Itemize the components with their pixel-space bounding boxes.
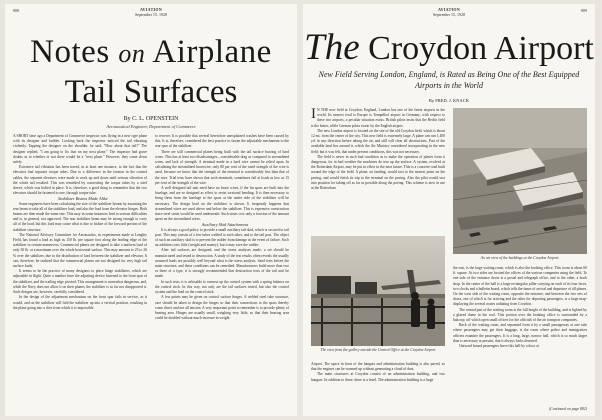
title-word: Airplane: [152, 34, 272, 70]
text-column-1-continued: [311, 362, 445, 414]
byline: By FRED. J. KNACK: [428, 98, 470, 103]
paragraph: There are still commercial planes being built with the tail surface bracing of hard wires. This has at least two disadvantages—considerable drag as compared to streamlined wires, and lack of strength. A terminal made in a hard wire cannot be relied upon. In calculating the streamlined bracewire, only 80 per cent of the rated strength of the wire is used, because we know that the strength of the terminal is considerably less than that of the wire. Trial tests have shown that such terminals, sometimes fail at loads as low as 15 per cent of the strength of the wire.: [155, 149, 289, 185]
continued-note: (Continued on page 882): [548, 407, 587, 411]
title-word: Notes: [30, 34, 110, 70]
photo-caption: An air view of the buildings at the Croydon Airport.: [480, 256, 560, 260]
paragraph: N THE new field at Croydon, England, London has one of the finest airports in the world. Its nearest rival is Europe is Tempelhof airport in Germany, with respect to these two airports, a peculiar situation exists. British pilots insist that the Berlin field is the better, while German pilots swear by the English airport.: [311, 108, 445, 128]
paragraph: Outward bound passengers leave this hall by a door at: [459, 344, 539, 349]
paragraph: Back of the waiting room, and separated from it by a small passageway at one side where passengers may get their baggage, is the room where police and immigration officers examine the passengers. It is a long, large, narrow hall, which is so much larger than is necessary at present, that it always looks deserted.: [453, 323, 587, 343]
paragraph: It seems to be the practice of many designers to place hinge stabilizers, which are adjustable in flight. Quite a number have the adjusting device fastened to the front spar of the stabilizer, and the trailing edge pivoted. This arrangement is somewhat dangerous, and, while the Navy does not allow it on their planes, the stabilizer is so far not disapproved it. Such designs are, however, carefully considered.: [13, 269, 147, 295]
issue-date: September 15, 1928: [134, 11, 168, 17]
title-word: The: [304, 27, 360, 68]
paragraph: After tail surfaces are designed, and the stress analyses made, a set should be manufactured and tested to destruction. A study of the test results often reveals the usually assumed loads are possibly well beyond what is the stress analysis. Sand tests before the main structure, and these conditions can be remedied. Manufacturers build more than two or three of a type, it is strongly recommended that destruction tests of the tail unit be made.: [155, 248, 289, 279]
section-heading: Stabilizer Beams Made Alike: [58, 196, 108, 202]
photo-caption: The view from the gallery outside the Control Office at the Croydon Airport: [320, 348, 436, 352]
right-page: [303, 4, 595, 416]
paragraph: The National Advisory Committee for Aeronautics, in experiments made at Langley Field, has found a load as high as 150 lb. per square foot along the leading edge of the stabilizer in certain maneuvers. Commercial planes are designed to take a uniform load of only 30 lb. at a maximum over the whole horizontal surface. This may amount to 25 to 26 % over the stabilizer, due to the distribution of load between the stabilizer and elevator. It can, therefore, be realized that the commercial planes are not designed for very high tail surface loads.: [13, 232, 147, 269]
paragraph: The new London airport is located on the site of the old Croydon field, which is about 12 mi. from the center of the city. This new field is extremely large. A plane can run 1,400 yd. in any direction before taking the air, and still will clear all obstructions. Part of the available land lies around it, which the Air Ministry considered incorporating in the new field; but it was felt, that under present conditions, this was not necessary.: [311, 128, 445, 154]
paragraph: to recover. It is possible that several heretofore unexplained crashes have been caused by this. It is, therefore, considered the best practice to fasten the adjustable mechanism to the rear spar of the stabilizer.: [155, 134, 289, 149]
paragraph: A few points may be given on control surface hinges. A welded steel tube structure, care should be taken to design the hinges so that their connections to the spars thereby come direct and not all tension. A very important point to remember is to provide plenty of bearing area. Hinges are usually small, weighing very little, so that their bearing area could be doubled without much increase in weight.: [155, 295, 289, 321]
section-heading: Auxiliary Skid Attachments: [201, 222, 249, 228]
text-column-1: [13, 134, 147, 412]
article-title-line1: [5, 34, 297, 71]
left-page: [5, 4, 297, 416]
paragraph: Airport. The space in front of the hangars and administration building is also paved, so that the engines can be warmed up without generating a cloud of dust.: [311, 362, 445, 372]
text-column-2: [453, 266, 587, 406]
paragraph: A SHORT time ago a Department of Commerce inspector was flying in a new type plane with its designer and builder. Looking back the inspector noticed the tail vibrating violently. Tapping the designer on the shoulder, he said, "How about that tail?" The designer replied, "I am going to fix that on my next plane." The inspector had grave doubts as to whether or not there would be a "next plane." However, they came down safely.: [13, 134, 147, 165]
paragraph: It is always a good policy to provide a small auxiliary tail skid, which is secured to tail post. This may consist of a few tubes welded to each other, and to the tail post. The object of such an auxiliary skid is to prevent the rudder from damage in the event of failure. Such an addition costs little (weight and money), but it may save the rudder.: [155, 227, 289, 248]
aerial-view-photo: [453, 108, 587, 254]
paragraph: The field is never in such bad condition as to make the operation of planes from it dangerous, for in bad weather the machines do tear up the surface. A system, evolved at the Rotterdam Airport, may be put in effect in the near future. This is a concrete road built around the edge of the field. A plane, on landing, would taxi to the nearest point on the paving, and would finish its trip to the terminal on the paving. Also the pilot would taxi into position for taking off as far as possible along the paving. This scheme is now in use at the Rotterdam: [311, 154, 445, 191]
running-header: [303, 8, 595, 17]
text-column-2: [155, 134, 289, 412]
page-number: 809: [581, 8, 587, 13]
magazine-name: AVIATION: [437, 7, 461, 12]
article-subtitle: New Field Serving London, England, is Rated as Being One of the Best Equipped Airports in the World: [318, 70, 580, 90]
page-number: 808: [13, 8, 19, 13]
paragraph: In such tests, it is advisable to connect up the control system with a spring balance on the control stick. In this way, not only are the tail surfaces tested, but also the control system and the load on the control stick.: [155, 279, 289, 295]
issue-date: September 15, 1928: [432, 11, 466, 17]
title-word: on: [118, 39, 146, 68]
running-header: [5, 8, 297, 17]
paragraph: The main structures at Croydon consist of an administration building, and two hangars. In addition to these, there is a hotel. The administration building is a large: [311, 372, 445, 382]
magazine-name: AVIATION: [139, 7, 163, 12]
paragraph: In the design of the adjustment mechanism on the front spar fails in service, as it would, and on the stabilizer will fold the stabilizer up into a vertical position, resulting in the plane going into a dive from which it is impossible: [13, 295, 147, 310]
paragraph: The central part of the waiting room is the full height of the building, and is lighted by a glazed dome in the roof. This portion over the booking office is surrounded by a balcony, off which open small offices for the officials of the air transport companies.: [453, 307, 587, 323]
photo-illustration: [453, 108, 587, 254]
byline: By C. L. OPENSTEIN: [123, 116, 179, 122]
paragraph: Some engineers have been calculating the size of the stabilizer beams by assuming the rear beam to take all of the stabilizer load, and also the load from the elevator hinges. Both beams are then made the same size. This may in some instances lead to serious difficulties and is, in general, not approved. The rear stabilizer beam may be strong enough to carry all of the load, but this load may cause what is due to failure of the forward portion of the stabilizer structure.: [13, 201, 147, 232]
title-word: Croydon Airport: [368, 30, 594, 67]
paragraph: A well designed tail unit need have no brace wires, if the fin spars are built into the fuselage, and are so designed as effect to resist torsional bending. It is then necessary to bring them from the fuselage to the spars at the under side of the stabilizer will be necessary. The design load on the stabilizer is shown. It frequently happens that streamlined wires are used above and below the stabilizer. This is expensive construction since steel struts would be used underneath. Such struts cost only a fraction of the amount spent on the streamlined wires.: [155, 186, 289, 222]
photo-illustration: [311, 236, 445, 346]
article-title-line2: Tail Surfaces: [64, 74, 238, 110]
paragraph: Extensive tail vibration has been traced, in at least one instance, to the fact that the elevators had separate torque tubes. Due to a difference in the tension in the control cables, the separate elevators were made to work up and down until serious vibration of the whole tail resulted. This was remedied by connecting the torque tubes by a steel sleeve, which was bolted in place. It is, therefore, a good thing to remember that the two elevators should be fastened to one, through torque tube.: [13, 165, 147, 196]
paragraph: the east, is the large waiting room, which is also the booking office. This room is about 60 ft. square. At two sides are located the offices of the various companies using the field. To one side of the entrance doors is a postal and telegraph office, and to the other, a book shop. In the center of the hall is a large rectangular pillar carrying on each of its four faces, two clocks and a bulletin board, which tells the times of arrival and departure of all planes. On the west side of the waiting room, opposite the entrance, and between the two sets of doors, one of which is for arriving and the other for departing passengers, is a large map-displaying the several routes radiating from Croydon.: [453, 266, 587, 307]
text-column-1: [311, 108, 445, 234]
article-title: [303, 26, 595, 69]
gallery-view-photo: [311, 236, 445, 346]
drop-cap-letter: I: [311, 108, 316, 122]
author-affiliation: Aeronautical Engineer, Department of Commerce: [106, 124, 196, 129]
